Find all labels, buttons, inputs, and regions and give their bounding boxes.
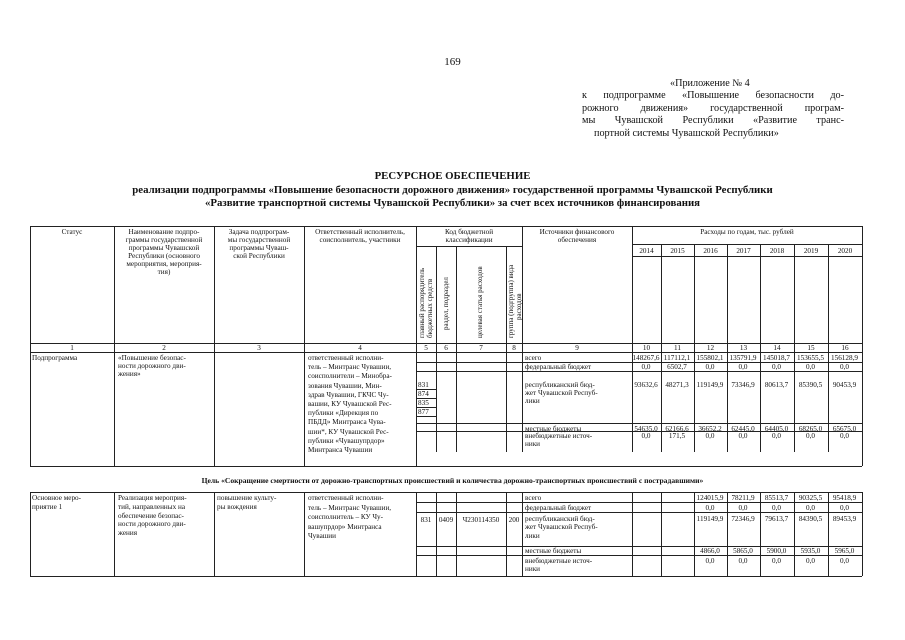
table-rule: [304, 492, 305, 576]
block1-value: 54635,0: [634, 425, 658, 433]
header-executor: соисполнитель, участники: [319, 236, 401, 244]
table-rule: [828, 244, 829, 352]
appendix-line-4: мы Чувашской Республики «Развитие транс-: [582, 115, 844, 127]
table-rule: [632, 492, 633, 576]
column-number: 13: [739, 344, 748, 352]
block2-value: 0,0: [705, 504, 715, 512]
block1-value: 0,0: [840, 363, 849, 371]
year-header: 2019: [803, 247, 819, 255]
block1-value: 148267,6: [632, 354, 660, 362]
block1-value: 68265,0: [798, 425, 823, 433]
block1-value: 6502,7: [667, 363, 687, 371]
table-rule: [794, 244, 795, 352]
header-task: Задача подпрограм-: [228, 228, 290, 236]
table-rule: [661, 492, 662, 576]
block2-source: ники: [525, 565, 541, 574]
table-rule: [114, 352, 115, 466]
block2-value: 79613,7: [764, 515, 789, 523]
table-rule: [114, 492, 115, 576]
table-rule: [506, 492, 507, 576]
year-header: 2016: [703, 247, 718, 255]
years-bottom-rule: [632, 256, 862, 257]
block2-name: Реализация мероприя-: [118, 494, 187, 502]
block1-value: 0,0: [840, 432, 849, 440]
block2-executor: тель – Минтранс Чувашии,: [308, 503, 392, 512]
title-line-1: РЕСУРСНОЕ ОБЕСПЕЧЕНИЕ: [374, 170, 531, 182]
block2-value: 119149,9: [696, 515, 724, 523]
block1-value: 156128,9: [831, 354, 858, 362]
column-number: 3: [257, 344, 261, 352]
block1-value: 171,5: [668, 432, 686, 440]
block1-name: «Повышение безопас-: [118, 354, 186, 362]
page-number: 169: [444, 56, 461, 68]
block1-value: 0,0: [738, 432, 748, 440]
block1-bottom-rule: [30, 466, 862, 467]
table-rule: [506, 352, 507, 452]
table-rule: [661, 244, 662, 352]
block2-executor: вашупрдор» Минтранса: [308, 522, 382, 531]
header-name: программы Чувашской: [128, 244, 200, 252]
header-task: мы государственной: [227, 236, 291, 244]
block1-name: ности дорожного дви-: [118, 362, 186, 371]
header-expense-group: расходов: [515, 293, 523, 320]
block2-value: 84390,5: [798, 515, 823, 523]
block2-source: всего: [525, 494, 542, 502]
block2-executor: Чувашии: [308, 532, 336, 541]
header-name: граммы государственной: [125, 236, 203, 244]
block1-source: местные бюджеты: [525, 425, 582, 433]
block2-executor: ответственный исполни-: [308, 494, 384, 502]
header-source: обеспечения: [557, 236, 597, 244]
table-rule: [214, 492, 215, 576]
block2-grbs-code: 831: [420, 516, 432, 524]
block1-source: республиканский бюд-: [525, 381, 595, 389]
table-rule: [30, 352, 31, 466]
table-top-rule: [30, 226, 862, 227]
block2-value: 78211,9: [731, 494, 755, 502]
block1-value: 0,0: [738, 363, 748, 371]
block1-source: всего: [525, 354, 542, 362]
block1-value: 80613,7: [764, 381, 789, 389]
table-rule: [304, 226, 305, 352]
block2-top-rule: [30, 492, 862, 493]
block2-task: ры вождения: [217, 502, 257, 511]
block2-value: 0,0: [806, 557, 815, 565]
table-rule: [456, 352, 457, 452]
block1-value: 93632,6: [634, 381, 658, 389]
column-number: 9: [575, 344, 579, 352]
block1-source: жет Чувашской Респуб-: [525, 389, 598, 398]
header-name: Наименование подпро-: [128, 228, 200, 236]
block2-value: 72346,9: [731, 515, 755, 523]
block1-grbs-code: 874: [418, 390, 429, 398]
block2-name: тий, направленных на: [118, 502, 186, 511]
header-task: программы Чуваш-: [229, 244, 289, 252]
table-rule: [862, 492, 863, 576]
block2-value: 0,0: [738, 557, 748, 565]
block1-value: 0,0: [806, 363, 815, 371]
header-status: Статус: [61, 228, 83, 236]
block2-value: 89453,9: [832, 515, 857, 523]
block1-value: 117112,1: [663, 354, 691, 362]
block1-source: ники: [525, 440, 541, 449]
block1-value: 85390,5: [798, 381, 823, 389]
column-number: 4: [358, 344, 362, 352]
block1-value: 0,0: [705, 432, 715, 440]
block1-value: 153655,5: [797, 354, 824, 362]
block2-expense-code: 200: [508, 516, 520, 524]
header-budget-code: Код бюджетной: [444, 228, 494, 236]
block1-value: 65675,0: [832, 425, 857, 433]
header-name: Республики (основного: [128, 252, 200, 260]
block2-status: приятие 1: [32, 502, 63, 511]
block1-executor: тель – Минтранс Чувашии,: [308, 363, 392, 372]
block1-executor: Минтранса Чувашии: [308, 446, 373, 454]
table-rule: [30, 226, 31, 352]
block2-value: 0,0: [738, 504, 748, 512]
table-rule: [862, 352, 863, 466]
table-rule: [30, 492, 31, 576]
table-rule: [522, 352, 523, 452]
header-expenses: Расходы по годам, тыс. рублей: [700, 228, 794, 236]
block1-executor: зования Чувашии, Мин-: [308, 381, 382, 390]
appendix-line-3: рожного движения» государственной програм-: [582, 102, 844, 114]
block1-grbs-code: 835: [418, 399, 429, 407]
table-rule: [416, 492, 417, 576]
header-expense-group: группа (подгруппа) вида: [507, 264, 515, 338]
column-number: 7: [479, 344, 483, 352]
column-number: 5: [424, 344, 428, 352]
table-rule: [760, 244, 761, 352]
year-header: 2017: [736, 247, 751, 255]
year-header: 2020: [837, 247, 853, 255]
block1-value: 90453,9: [832, 381, 857, 389]
block2-executor: соисполнитель – КУ Чу-: [308, 513, 384, 522]
block2-source: лики: [525, 531, 540, 540]
block1-value: 0,0: [641, 363, 651, 371]
block2-value: 0,0: [840, 504, 849, 512]
table-rule: [456, 246, 457, 352]
block2-value: 90325,5: [798, 494, 823, 502]
years-subrule: [632, 244, 862, 245]
header-task: ской Республики: [233, 252, 285, 260]
block2-source: республиканский бюд-: [525, 515, 595, 523]
appendix-line-2: к подпрограмме «Повышение безопасности до-: [582, 90, 844, 102]
table-rule: [436, 352, 437, 452]
block1-value: 135791,9: [729, 354, 757, 362]
block2-value: 124015,9: [696, 494, 724, 502]
table-rule: [436, 246, 437, 352]
block2-value: 85513,7: [764, 494, 789, 502]
block1-value: 62166,6: [665, 425, 689, 433]
block1-source: внебюджетные источ-: [525, 432, 593, 440]
header-target-item: целевая статья расходов: [476, 266, 484, 338]
block2-value: 5935,0: [800, 547, 821, 555]
column-number: 11: [674, 344, 681, 352]
block1-source: федеральный бюджет: [525, 363, 592, 371]
block1-value: 36652,2: [698, 425, 722, 433]
block2-task: повышение культу-: [217, 494, 277, 502]
title-line-2: реализации подпрограммы «Повышение безопасности дорожного движения» государственной программы Чувашской Республики: [132, 183, 773, 196]
block1-value: 0,0: [772, 432, 781, 440]
table-rule: [694, 244, 695, 352]
block1-value: 0,0: [772, 363, 781, 371]
appendix-line-5: портной системы Чувашской Республики»: [594, 127, 779, 139]
column-number: 2: [162, 344, 166, 352]
header-source: Источники финансового: [539, 228, 615, 236]
table-rule: [522, 226, 523, 352]
block1-executor: соисполнители – Минобра-: [308, 372, 392, 381]
column-number: 10: [642, 344, 651, 352]
block1-value: 0,0: [705, 363, 715, 371]
block2-name: обеспечение безопас-: [118, 511, 184, 520]
block1-executor: ответственный исполни-: [308, 354, 384, 362]
table-rule: [456, 492, 457, 576]
column-number: 6: [444, 344, 448, 352]
header-budget-code: классификации: [445, 236, 493, 244]
title-line-3: «Развитие транспортной системы Чувашской Республики» за счет всех источников финансирования: [204, 197, 701, 209]
block1-source: лики: [525, 397, 540, 406]
block2-value: 95418,9: [832, 494, 857, 502]
block2-value: 0,0: [772, 504, 781, 512]
appendix-line-1: «Приложение № 4: [670, 78, 750, 89]
block1-executor: шии*, КУ Чувашской Рес-: [308, 427, 389, 436]
block2-status: Основное меро-: [32, 494, 82, 502]
block2-value: 4866,0: [700, 547, 720, 555]
block1-value: 64405,0: [764, 425, 789, 433]
block1-executor: публики «Дирекция по: [308, 409, 379, 418]
block2-value: 5965,0: [834, 547, 855, 555]
goal-row: Цель «Сокращение смертности от дорожно-транспортных происшествий и количества дорожно-транспортных происшествий с пострадавшими»: [201, 476, 704, 485]
year-header: 2014: [639, 247, 654, 255]
block2-value: 5865,0: [733, 547, 753, 555]
year-header: 2018: [769, 247, 785, 255]
block1-row-rule: [416, 423, 862, 424]
table-rule: [416, 226, 417, 352]
block1-value: 62445,0: [731, 425, 755, 433]
block1-value: 0,0: [641, 432, 651, 440]
block1-value: 155802,1: [696, 354, 724, 362]
column-number: 15: [807, 344, 815, 352]
header-grbs: главный распорядитель: [418, 267, 426, 338]
block2-source: жет Чувашской Респуб-: [525, 523, 598, 532]
block1-status: Подпрограмма: [32, 354, 78, 362]
column-number: 1: [70, 344, 74, 352]
block1-grbs-code: 831: [418, 381, 429, 389]
table-rule: [522, 492, 523, 576]
column-number: 14: [773, 344, 781, 352]
block2-value: 0,0: [840, 557, 849, 565]
block1-value: 73346,9: [731, 381, 755, 389]
budget-code-subrule: [416, 246, 522, 247]
block2-target-code: Ч230114350: [462, 516, 500, 524]
block2-value: 0,0: [772, 557, 781, 565]
block2-value: 0,0: [705, 557, 715, 565]
block1-name: жения»: [118, 370, 141, 379]
year-header: 2015: [670, 247, 685, 255]
column-number: 16: [841, 344, 849, 352]
table-rule: [862, 226, 863, 352]
block1-value: 119149,9: [696, 381, 724, 389]
block2-source: местные бюджеты: [525, 547, 582, 555]
column-number: 12: [706, 344, 715, 352]
block1-executor: вашии, КУ Чувашской Рес-: [308, 400, 392, 408]
header-name: тия): [157, 268, 171, 276]
block1-executor: ПБДД» Минтранса Чува-: [308, 418, 386, 427]
header-name: мероприятия, мероприя-: [126, 260, 202, 268]
block2-bottom-rule: [30, 576, 862, 577]
block1-executor: публики «Чувашупрдор»: [308, 436, 385, 445]
block1-value: 145018,7: [763, 354, 790, 362]
block2-source: внебюджетные источ-: [525, 557, 593, 565]
table-rule: [416, 352, 417, 466]
table-rule: [304, 352, 305, 466]
block2-value: 0,0: [806, 504, 815, 512]
block1-value: 48271,3: [665, 381, 689, 389]
block1-grbs-code: 877: [418, 408, 429, 416]
column-number: 8: [512, 344, 516, 352]
header-grbs: бюджетных средств: [426, 278, 434, 338]
block2-name: ности дорожного дви-: [118, 520, 186, 529]
block2-section-code: 0409: [438, 516, 454, 524]
block2-name: жения: [118, 529, 138, 538]
header-section: раздел, подраздел: [442, 277, 450, 330]
block1-executor: здрав Чувашии, ГКЧС Чу-: [308, 390, 389, 399]
block2-source: федеральный бюджет: [525, 504, 592, 512]
table-rule: [436, 492, 437, 576]
block2-value: 5900,0: [766, 547, 787, 555]
header-executor: Ответственный исполнитель,: [315, 228, 405, 236]
table-rule: [214, 352, 215, 466]
block1-value: 0,0: [806, 432, 815, 440]
table-rule: [727, 244, 728, 352]
